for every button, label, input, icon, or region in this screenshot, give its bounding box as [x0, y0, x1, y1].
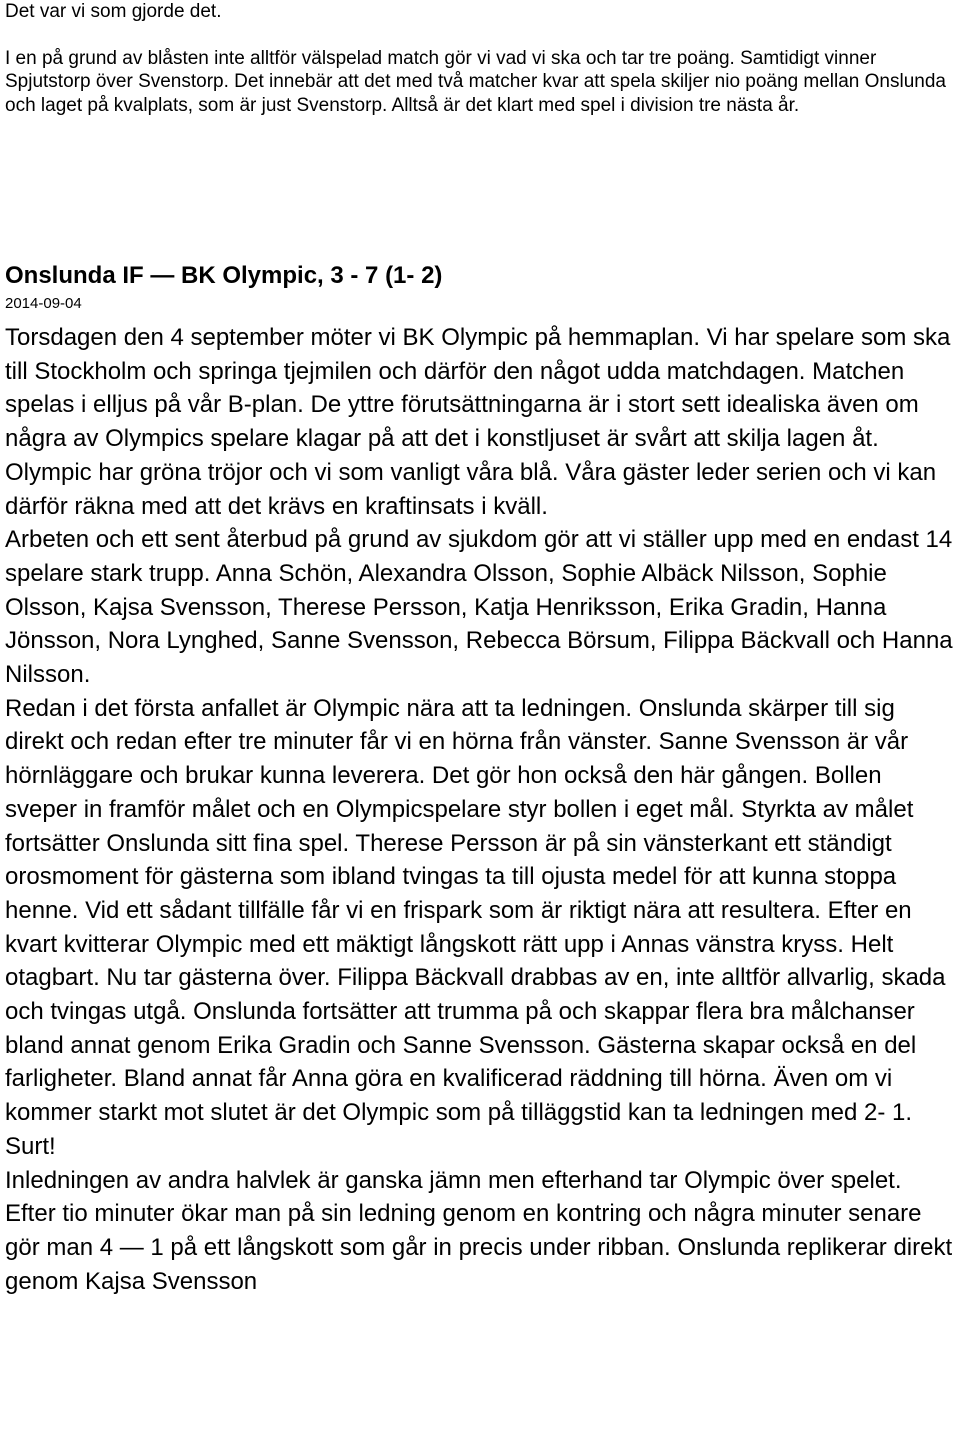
- match-date: 2014-09-04: [5, 295, 82, 312]
- intro-paragraph: I en på grund av blåsten inte alltför välspelad match gör vi vad vi ska och tar tre poäng. Samtidigt vinner Spjutstorp över Svenstorp. Det innebär att det med två matcher kvar att spela skiljer nio poäng mellan Onslunda och laget på kvalplats, som är just Svenstorp. Alltså är det klart med spel i division tre nästa år.: [5, 47, 946, 116]
- report-paragraph-1: Torsdagen den 4 september möter vi BK Olympic på hemmaplan. Vi har spelare som ska till Stockholm och springa tjejmilen och därför den något udda matchdagen. Matchen spelas i elljus på vår B-plan. De yttre förutsättningarna är i stort sett idealiska även om några av Olympics spelare klagar på att det i konstljuset är svårt att skilja lagen åt. Olympic har gröna tröjor och vi som vanligt våra blå. Våra gäster leder serien och vi kan därför räkna med att det krävs en kraftinsats i kväll.: [5, 324, 951, 520]
- report-paragraph-4: Inledningen av andra halvlek är ganska jämn men efterhand tar Olympic över spelet. Efter tio minuter ökar man på sin ledning genom en kontring och några minuter senare gör man 4 — 1 på ett långskott som går in precis under ribban. Onslunda replikerar direkt genom Kajsa Svensson: [5, 1166, 953, 1295]
- report-paragraph-2: Arbeten och ett sent återbud på grund av sjukdom gör att vi ställer upp med en endast 14 spelare stark trupp. Anna Schön, Alexandra Olsson, Sophie Albäck Nilsson, Sophie Olsson, Kajsa Svensson, Therese Persson, Katja Henriksson, Erika Gradin, Hanna Jönsson, Nora Lynghed, Sanne Svensson, Rebecca Börsum, Filippa Bäckvall och Hanna Nilsson.: [5, 526, 953, 689]
- intro-first-line: Det var vi som gjorde det.: [5, 1, 222, 22]
- match-title: Onslunda IF — BK Olympic, 3 - 7 (1- 2): [5, 262, 443, 289]
- intro-section: [5, 0, 957, 117]
- report-paragraph-3: Redan i det första anfallet är Olympic nära att ta ledningen. Onslunda skärper till sig direkt och redan efter tre minuter får vi en hörna från vänster. Sanne Svensson är vår hörnläggare och brukar kunna leverera. Det gör hon också den här gången. Bollen sveper in framför målet och en Olympicspelare styr bollen i eget mål. Styrkta av målet fortsätter Onslunda sitt fina spel. Therese Persson är på sin vänsterkant ett ständigt orosmoment för gästerna som ibland tvingas ta till ojusta medel för att kunna stoppa henne. Vid ett sådant tillfälle får vi en frispark som är riktigt nära att resultera. Efter en kvart kvitterar Olympic med ett mäktigt långskott rätt upp i Annas vänstra kryss. Helt otagbart. Nu tar gästerna över. Filippa Bäckvall drabbas av en, inte alltför allvarlig, skada och tvingas utgå. Onslunda fortsätter att trumma på och skappar flera bra målchanser bland annat genom Erika Gradin och Sanne Svensson. Gästerna skapar också en del farligheter. Bland annat får Anna göra en kvalificerad räddning till hörna. Även om vi kommer starkt mot slutet är det Olympic som på tilläggstid kan ta ledningen med 2- 1. Surt!: [5, 694, 946, 1160]
- match-report: [5, 321, 957, 1298]
- document-page: [5, 0, 957, 1295]
